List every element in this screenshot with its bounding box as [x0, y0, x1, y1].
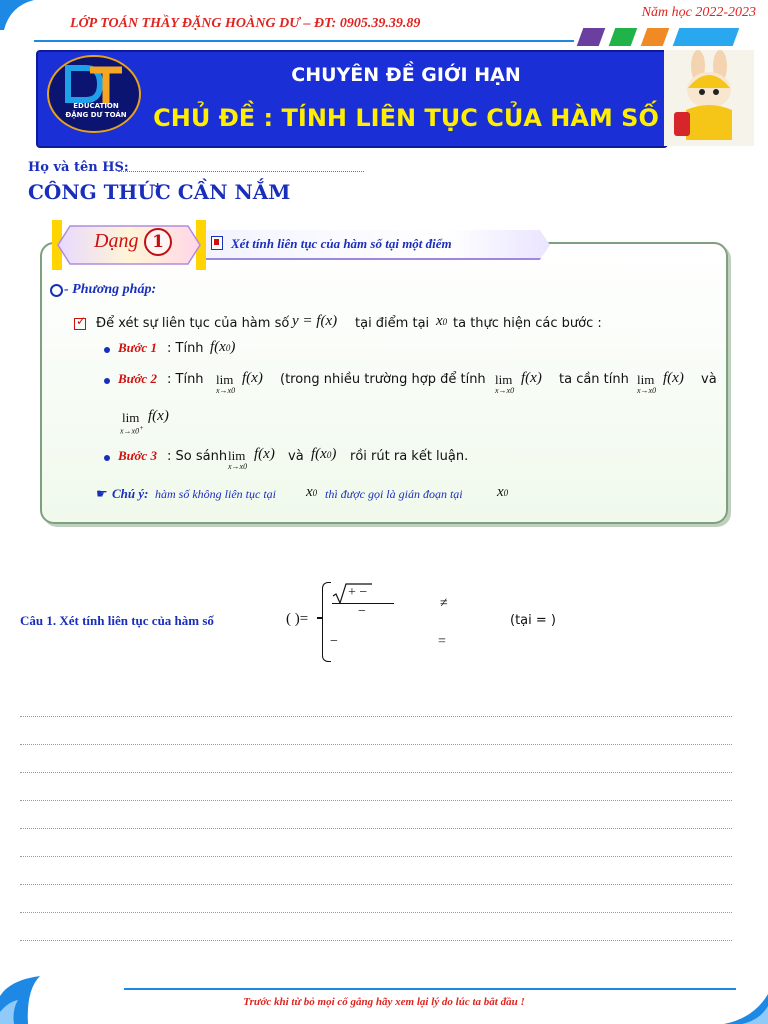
corner-decoration-bottom-right [724, 994, 768, 1024]
math-lim-sub-plus: x→x0+ [120, 424, 144, 436]
math-lim-sub: x→x0 [637, 386, 657, 395]
math-fx: f(x) [254, 446, 275, 462]
header-rule [34, 40, 574, 42]
step3-text-a: : So sánh [167, 449, 228, 464]
question-lhs: ( )= [286, 611, 309, 627]
step2-text-c: ta cần tính [559, 372, 629, 387]
topic-bullet-inner [214, 239, 219, 245]
intro-text-c: ta thực hiện các bước : [453, 316, 602, 331]
school-year: Năm học 2022-2023 [641, 5, 756, 20]
step3-text-b: và [288, 449, 304, 464]
banner-title: CHỦ ĐỀ : TÍNH LIÊN TỤC CỦA HÀM SỐ [153, 104, 659, 132]
row1-condition: ≠ [440, 596, 448, 611]
intro-text-a: Để xét sự liên tục của hàm số [96, 316, 290, 331]
math-y-eq-fx: y = f(x) [292, 313, 338, 329]
answer-line[interactable] [20, 744, 732, 745]
row2-expr: − [330, 634, 338, 649]
piecewise-brace [322, 582, 331, 662]
math-lim: lim [228, 448, 246, 463]
step3-text-c: rồi rút ra kết luận. [350, 449, 469, 464]
math-fx: f(x) [242, 370, 263, 386]
check-mark-icon: ✓ [76, 314, 87, 328]
step1-text: : Tính [167, 341, 204, 356]
intro-text-b: tại điểm tại [355, 316, 430, 331]
student-name-label: Họ và tên HS: [28, 160, 129, 175]
note-text: hàm số không liên tục tại [155, 487, 276, 501]
answer-line[interactable] [20, 884, 732, 885]
section-title: CÔNG THỨC CẦN NẮM [28, 180, 291, 204]
stripe-blue [673, 28, 740, 46]
footer-quote: Trước khi từ bỏ mọi cố gắng hãy xem lại lý do lúc ta bắt đầu ! [243, 996, 525, 1008]
stripe-green [609, 28, 638, 46]
logo-icon [44, 54, 144, 140]
class-info: LỚP TOÁN THẦY ĐẶNG HOÀNG DƯ – ĐT: 0905.39.39.89 [70, 16, 421, 31]
method-heading: - Phương pháp: [64, 282, 157, 297]
answer-line[interactable] [20, 800, 732, 801]
stripe-purple [577, 28, 606, 46]
stripe-orange [641, 28, 670, 46]
step2-label: Bước 2 [118, 371, 157, 386]
answer-line[interactable] [20, 716, 732, 717]
step2-text-a: : Tính [167, 372, 204, 387]
note-label: Chú ý: [112, 486, 149, 501]
step2-text-d: và [701, 372, 717, 387]
topic-title: Xét tính liên tục của hàm số tại một điểm [231, 236, 452, 251]
math-fx: f(x) [521, 370, 542, 386]
math-x0: x0 [436, 313, 448, 329]
dang-label: Dạng [94, 230, 139, 252]
math-lim-sub: x→x0 [216, 386, 236, 395]
step3-label: Bước 3 [118, 448, 157, 463]
logo-caption: EDUCATION ĐẶNG DƯ TOÁN [65, 102, 127, 119]
step-bullet [104, 455, 110, 461]
bunny-mascot-icon [664, 50, 754, 146]
answer-line[interactable] [20, 856, 732, 857]
footer-rule [124, 988, 736, 990]
math-lim: lim [495, 372, 513, 387]
answer-line[interactable] [20, 940, 732, 941]
dang-number: 1 [144, 228, 172, 256]
piecewise-brace-tip [317, 617, 323, 619]
banner-subtitle: CHUYÊN ĐỀ GIỚI HẠN [291, 64, 521, 86]
math-fx: f(x) [663, 370, 684, 386]
corner-decoration [0, 0, 34, 30]
answer-line[interactable] [20, 828, 732, 829]
question-at-point: (tại = ) [510, 613, 556, 628]
step-bullet [104, 347, 110, 353]
student-name-field[interactable] [118, 171, 364, 172]
math-lim-sub: x→x0 [495, 386, 515, 395]
row1-root: + − [348, 585, 368, 600]
math-lim: lim [637, 372, 655, 387]
math-x0: x0 [497, 484, 509, 500]
math-f-x0: f(x0) [311, 446, 337, 462]
answer-line[interactable] [20, 772, 732, 773]
pointing-hand-icon: ☛ [96, 487, 108, 502]
step2-text-b: (trong nhiều trường hợp để tính [280, 372, 486, 387]
math-x0: x0 [306, 484, 318, 500]
step1-label: Bước 1 [118, 340, 157, 355]
math-lim: lim [122, 410, 140, 425]
math-fx: f(x) [148, 408, 169, 424]
step-bullet [104, 378, 110, 384]
note-text-b: thì được gọi là gián đoạn tại [325, 487, 463, 501]
math-lim: lim [216, 372, 234, 387]
math-f-x0: f(x0) [210, 339, 236, 355]
circle-bullet-icon [50, 284, 63, 297]
row1-denominator: − [358, 604, 366, 619]
row2-condition: = [438, 634, 446, 649]
answer-line[interactable] [20, 912, 732, 913]
math-lim-sub: x→x0 [228, 462, 248, 471]
question-label: Câu 1. Xét tính liên tục của hàm số [20, 613, 214, 628]
